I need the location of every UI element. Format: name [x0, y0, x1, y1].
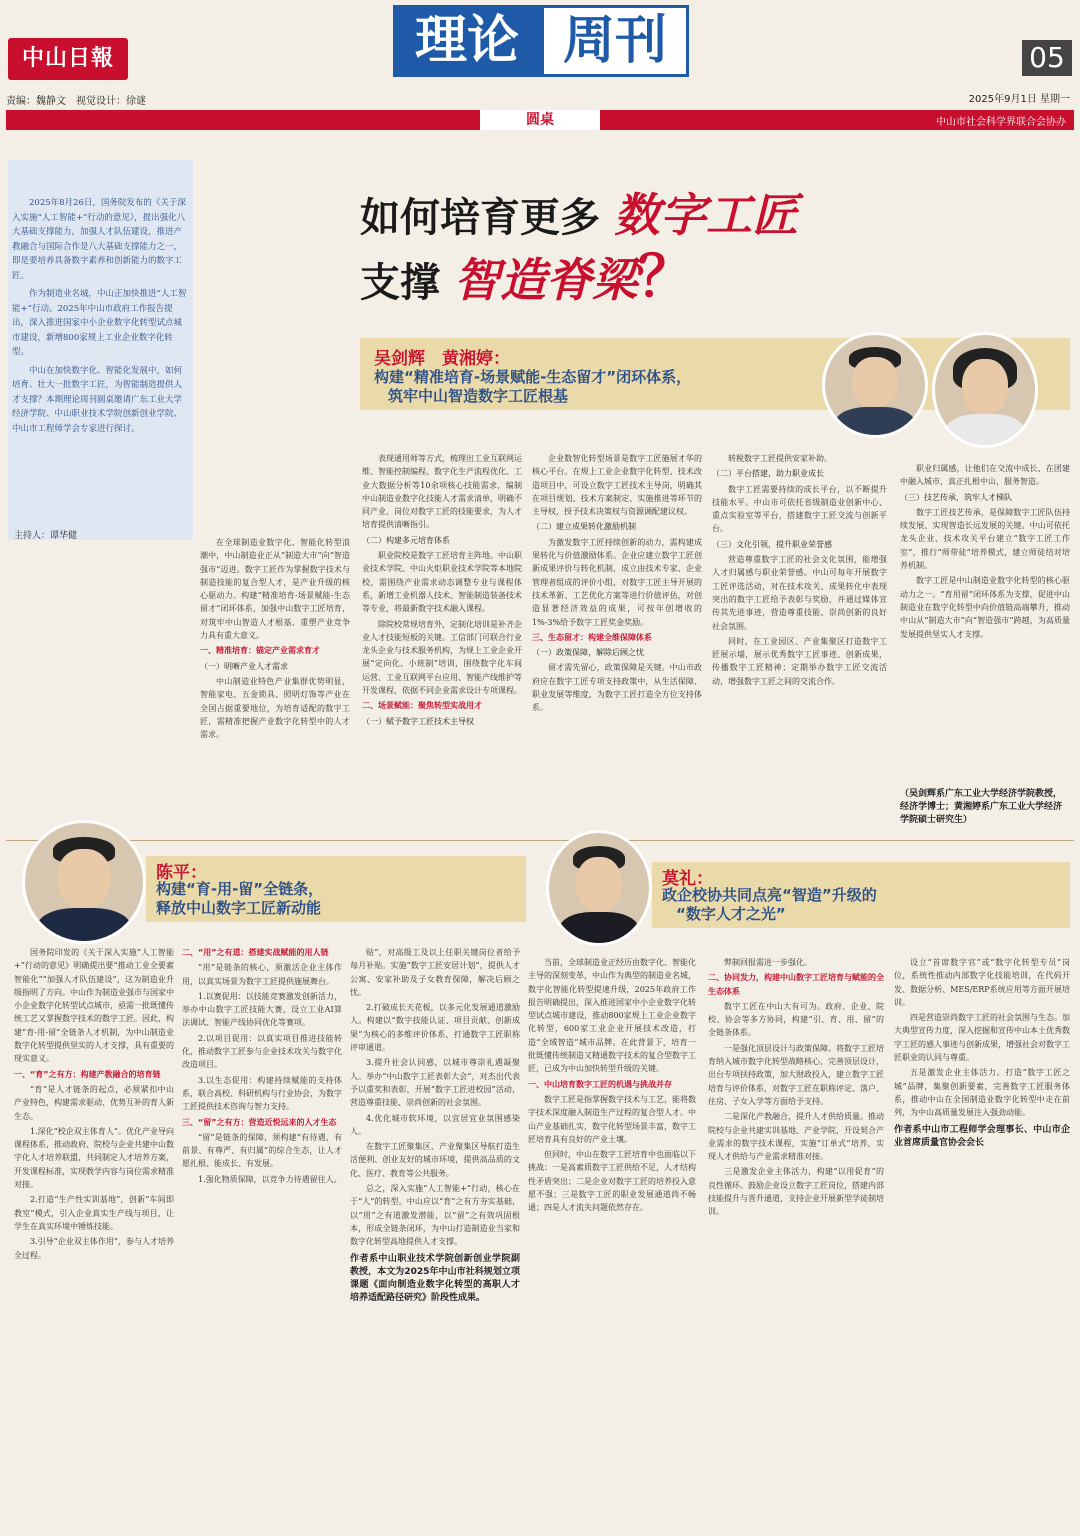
article1-byline: （吴剑辉系广东工业大学经济学院教授，经济学博士；黄湘婷系广东工业大学经济学院硕士研究生） — [900, 789, 1063, 825]
paragraph: “留”是链条的保障，须构建“有待遇、有前景、有尊严、有归属”的综合生态，让人才愿扎根、能成长、有发展。 — [182, 1132, 342, 1169]
portrait-huang — [932, 332, 1038, 448]
article1-column-2 — [362, 452, 522, 730]
paragraph: 2.以项目促用：以真实项目推进技能转化，推动数字工匠参与企业技术攻关与数字化改造项目。 — [182, 1033, 342, 1070]
section-heading: 一、中山培育数字工匠的机遇与挑战并存 — [528, 1079, 672, 1089]
subheading: （二）建立成果转化激励机制 — [532, 522, 636, 532]
paragraph: 职业院校是数字工匠培育主阵地。中山职业技术学院、中山火炬职业技术学院等本地院校，需围绕产业需求动态调整专业与课程体系，新增工业机器人技术、智能制造装备技术等专业，将最新数字技术融入课程。 — [362, 551, 522, 614]
paragraph: 贴”，对高级工及以上任职关键岗位者给予每月补贴。实施“数字工匠安居计划”，提供人才公寓、安家补助及子女教育保障，解决后顾之忧。 — [350, 948, 520, 997]
intro-paragraph: 中山在加快数字化、智能化发展中，如何培育、壮大一批数字工匠，为智能制造提供人才支撑？本期理论周刊圆桌邀请广东工业大学经济学院、中山职业技术学院创新创业学院、中山市工程师学会专家进行探讨。 — [12, 365, 183, 434]
speaker2-subtitle: 释放中山数字工匠新动能 — [156, 899, 322, 917]
paragraph: 2.打造“生产性实训基地”，创新“车间即教室”模式，引入企业真实生产线与项目，让学生在真实环境中锤炼技能。 — [14, 1195, 174, 1231]
section-title-weekly: 周刊 — [541, 5, 689, 77]
section-heading: 一、“育”之有方：构建产教融合的培育链 — [14, 1069, 161, 1079]
host-credit: 主持人：谭华健 — [14, 531, 78, 541]
article1-column-4 — [712, 452, 887, 690]
speaker3-subtitle: 政企校协共同点亮“智造”升级的 — [662, 886, 877, 904]
subheading: （一）政策保障，解除后顾之忧 — [532, 648, 644, 658]
paragraph: 职业归属感，让他们在交流中成长、在团建中融入城市，真正扎根中山，服务智造。 — [900, 464, 1070, 487]
headline-highlight: 智造脊梁 — [453, 253, 638, 307]
paragraph: 二是深化产教融合，提升人才供给质量。推动院校与企业共建实训基地、产业学院，开设契合产业需求的数字技术课程，实施“订单式”培养，实现人才供给与产业需求精准对接。 — [708, 1112, 884, 1162]
speaker3-subtitle: “数字人才之光” — [676, 905, 786, 923]
paragraph: 总之，深入实施“人工智能+”行动，核心在于“人”的转型。中山应以“育”之有方夯实基础，以“用”之有道激发潜能，以“留”之有效巩固根本，形成全链条闭环，为中山打造制造业当家和数字化转型高地提供人才支撑。 — [350, 1184, 520, 1247]
paragraph: 一是强化顶层设计与政策保障。将数字工匠培育纳入城市数字化转型战略核心，完善顶层设计，出台专项扶持政策，加大财政投入，建立数字工匠培育与评价体系，对数字工匠在职称评定、落户、住房、子女入学等方面给予支持。 — [708, 1043, 884, 1106]
article2-byline: 作者系中山职业技术学院创新创业学院副教授，本文为2025年中山市社科规划立项课题《面向制造业数字化转型的高职人才培养适配路径研究》阶段性成果。 — [350, 1253, 520, 1303]
paragraph: 4.优化城市软环境，以宜居宜业氛围感染人。 — [350, 1113, 520, 1136]
column-name: 圆桌 — [480, 110, 600, 130]
paragraph: 营造尊重数字工匠的社会文化氛围，能增强人才归属感与职业荣誉感。中山可每年开展数字工匠评选活动，对在技术攻关、成果转化中表现突出的数字工匠给予表彰与奖励，并通过媒体宣传其先进事迹，营造尊重技能、崇尚创新的良好社会氛围。 — [712, 555, 887, 631]
portrait-mo — [546, 830, 652, 946]
paragraph: 国务院印发的《关于深入实施“人工智能+”行动的意见》明确提出要“推动工业全要素智能化”“加强人才队伍建设”，这为制造业升级指明了方向。中山作为制造业强市与国家中小企业数字化转型试点城市，亟需一批既懂传统工艺又掌握数字技术的数字工匠。因此，构建“育-用-留”全链条人才机制，为中山制造业数字化转型提供坚实的人才支撑，具有重要的现实意义。 — [14, 948, 174, 1064]
paragraph: 1.以赛促用：以技能竞赛激发创新活力，举办中山数字工匠技能大赛，设立工业AI算法调试、智能产线协同优化等赛项。 — [182, 991, 342, 1028]
article1-column-5 — [900, 462, 1070, 643]
paragraph: 四是营造崇尚数字工匠的社会氛围与生态。加大典型宣传力度，深入挖掘和宣传中山本土优秀数字工匠的感人事迹与创新成果，增强社会对数字工匠职业的认同与尊重。 — [894, 1013, 1070, 1063]
subheading: （二）平台搭建，助力职业成长 — [712, 469, 824, 479]
paragraph: 3.以生态促用：构建持续赋能的支持体系，联合高校、科研机构与行业协会，为数字工匠提供技术咨询与智力支持。 — [182, 1075, 342, 1112]
paragraph: 数字工匠在中山大有可为。政府、企业、院校、协会等多方协同，构建“引、育、用、留”的全链条体系。 — [708, 1001, 884, 1038]
paragraph: 2.打破成长天花板，以多元化发展通道激励人。构建以“数字技能认证、项目贡献、创新成果”为核心的多维评价体系，打通数字工匠职称评审通道。 — [350, 1003, 520, 1053]
speaker2-subtitle: 构建“育-用-留”全链条， — [156, 880, 324, 898]
article3-column-3 — [894, 956, 1070, 1150]
section-heading: 二、场景赋能：聚焦转型实战用才 — [362, 701, 482, 711]
question-mark: ？ — [637, 245, 694, 310]
section-heading: 二、协同发力，构建中山数字工匠培育与赋能的全生态体系 — [708, 973, 884, 996]
headline-highlight: 数字工匠 — [613, 188, 798, 242]
headline-text: 支撑 — [360, 260, 440, 306]
paragraph: 1.深化“校企双主体育人”。优化产业导向课程体系，推动政府、院校与企业共建中山数字化人才培养联盟，共同制定人才培养方案，开发课程标准，实现教学内容与岗位需求精准对接。 — [14, 1126, 174, 1190]
newspaper-logo: 中山日報 — [8, 38, 128, 80]
paragraph: 在全球制造业数字化、智能化转型浪潮中，中山制造业正从“制造大市”向“智造强市”迈进。数字工匠作为掌握数字技术与制造技能的复合型人才，是产业升级的核心驱动力。构建“精准培育-场景赋能-生态留才”闭环体系，加强中山数字工匠培育，对筑牢中山智造人才根基、重塑产业竞争力具有重大意义。 — [200, 538, 350, 641]
subheading: （三）技艺传承，筑牢人才梯队 — [900, 492, 1012, 502]
section-divider — [6, 840, 1074, 841]
speaker2-band — [146, 856, 526, 922]
subheading: （二）构建多元培育体系 — [362, 535, 450, 545]
section-heading: 三、生态留才：构建全维保障体系 — [532, 632, 652, 642]
issue-date: 2025年9月1日 星期一 — [968, 94, 1070, 105]
paragraph: “用”是链条的核心，须激活企业主体作用，以真实场景为数字工匠提供施展舞台。 — [182, 963, 342, 986]
paragraph: 3.引导“企业双主体作用”，参与人才培养全过程。 — [14, 1237, 174, 1260]
subheading: （一）赋予数字工匠技术主导权 — [362, 716, 474, 726]
paragraph: “育”是人才链条的起点，必须紧扣中山产业特色，构建需求驱动、优势互补的育人新生态。 — [14, 1084, 174, 1121]
paragraph: 弊制回报需进一步强化。 — [724, 958, 812, 967]
section-heading: 三、“留”之有方：营造近悦远来的人才生态 — [182, 1117, 337, 1127]
headline-text: 如何培育更多 — [360, 195, 600, 241]
portrait-wu — [822, 332, 928, 438]
paragraph: 在数字工匠聚集区、产业聚集区导航打造生活便利、创业友好的城市环境，提供高品质的文化、医疗、教育等公共服务。 — [350, 1142, 520, 1178]
paragraph: 为激发数字工匠持续创新的动力，需构建成果转化与价值激励体系。企业应建立数字工匠创新成果评价与转化机制，成立由技术专家、企业管理者组成的评价小组，对数字工匠主导开展的技术革新、工艺优化方案等进行价值评估，对创造显著经济效益的成果，可按年创增收的1%-3%给予数字工匠奖金奖励。 — [532, 537, 702, 627]
paragraph: 数字工匠是指掌握数字技术与工艺，能将数字技术深度融入制造生产过程的复合型人才。中山产业基础扎实，数字化转型场景丰富，数字工匠培育具有良好的产业土壤。 — [528, 1094, 696, 1144]
paragraph: 转税数字工匠提供安家补助。 — [728, 454, 832, 463]
paragraph: 数字工匠需要持续的成长平台，以不断提升技能水平。中山市可依托省级制造业创新中心、重点实验室等平台，搭建数字工匠交流与创新平台。 — [712, 484, 887, 534]
paragraph: 留才需先留心，政策保障是关键。中山市政府应在数字工匠专项支持政策中，从生活保障、职业发展等维度，为数字工匠打造全方位支持体系。 — [532, 663, 702, 713]
speaker1-subtitle: 筑牢中山智造数字工匠根基 — [388, 387, 569, 405]
intro-paragraph: 2025年8月26日，国务院发布的《关于深入实施“人工智能+”行动的意见》，提出强化八大基础支撑能力，加强人才队伍建设，推进产教融合与国际合作是八大基础支撑能力之一，即是要培养具备数字素养和创新能力的数字工匠。 — [12, 198, 186, 281]
subheading: （一）明晰产业人才需求 — [200, 661, 288, 671]
paragraph: 1.强化物质保障，以竞争力待遇留住人。 — [198, 1174, 342, 1184]
paragraph: 五是激发企业主体活力。打造“数字工匠之城”品牌，集聚创新要素，完善数字工匠服务体系，推动中山在全国制造业数字化转型中走在前列，为中山高质量发展注入强劲动能。 — [894, 1068, 1070, 1118]
paragraph: 3.提升社会认同感，以城市尊崇礼遇凝聚人。举办“中山数字工匠表彰大会”，对杰出代表予以重奖和表彰，开展“数字工匠进校园”活动，营造尊重技能、崇尚创新的社会氛围。 — [350, 1058, 520, 1108]
subheading: （三）文化引领，提升职业荣誉感 — [712, 539, 832, 549]
editors-credit: 责编：魏静文 视觉设计：徐谜 — [6, 96, 146, 107]
intro-text — [12, 196, 188, 440]
speaker2-name: 陈平： — [156, 863, 207, 883]
paragraph: 当前，全球制造业正经历由数字化、智能化主导的深刻变革，中山作为典型的制造业名城，数字化智能化转型提速升级，2025年政府工作报告明确提出，深入推进国家中小企业数字化转型试点城市建设，推动800家规上工业企业数字化转型，600家工业企业开展技术改造，打造“全域智造”城市品牌。在此背景下，培育一批既懂传统制造又精通数字技术的复合型数字工匠，已成为中山加快转型升级的关键。 — [528, 958, 696, 1074]
article3-column-2 — [708, 956, 884, 1221]
paragraph: 但同时，中山在数字工匠培育中也面临以下挑战：一是高素质数字工匠供给不足，人才结构性矛盾突出；二是企业对数字工匠的培养投入意愿不强；三是数字工匠的职业发展通道尚不畅通；四是人才流失问题依然存在。 — [528, 1150, 696, 1213]
article1-column-3 — [532, 452, 702, 717]
page-number: 05 — [1022, 40, 1072, 76]
paragraph: 企业数智化转型场景是数字工匠施展才华的核心平台。在规上工业企业数字化转型、技术改造项目中，可设立数字工匠技术主导岗，明确其在项目规划、技术方案制定、实施推进等环节的主导权，授予技术决策权与资源调配建议权。 — [532, 454, 702, 517]
article2-column-2 — [182, 946, 342, 1188]
page-headline — [360, 185, 920, 313]
speaker3-band — [652, 862, 1070, 928]
article3-byline: 作者系中山市工程师学会理事长、中山市企业首席质量官协会会长 — [894, 1124, 1070, 1148]
paragraph: 除院校常规培育外，定制化培训是补齐企业人才技能短板的关键。工信部门可联合行业龙头企业与技术服务机构，为规上工业企业开展“定向化、小班制”培训，围绕数字化车间运营、工业互联网平台应用、智能产线维护等开发课程，依据不同企业需求设计专项课程。 — [362, 619, 522, 696]
speaker1-subtitle: 构建“精准培育-场景赋能-生态留才”闭环体系， — [374, 368, 692, 386]
section-heading: 一、精准培育：锚定产业需求育才 — [200, 646, 320, 656]
portrait-chen — [22, 820, 146, 944]
article1-column-1 — [200, 536, 350, 743]
section-heading: 二、“用”之有道：搭建实战赋能的用人链 — [182, 948, 329, 957]
intro-paragraph: 作为制造业名城，中山正加快推进“人工智能+”行动。2025年中山市政府工作报告提出，深入推进国家中小企业数字化转型试点城市建设，新增800家规上工业企业数字化转型。 — [12, 289, 187, 357]
paragraph: 三是激发企业主体活力，构建“以用促育”的良性循环。鼓励企业设立数字工匠岗位，搭建内部技能提升与晋升通道，支持企业开展新型学徒制培训。 — [708, 1167, 884, 1217]
paragraph: 设立“首席数字官”或“数字化转型专员”岗位，系统性推动内部数字化技能培训，在代码开发、数据分析、MES/ERP系统应用等方面开展培训。 — [894, 958, 1070, 1007]
speaker1-name: 吴剑辉 黄湘婷： — [374, 349, 510, 369]
co-organizer: 中山市社会科学界联合会协办 — [936, 117, 1066, 128]
article3-column-1 — [528, 956, 696, 1217]
paragraph: 同时，在工业园区、产业集聚区打造数字工匠展示墙，展示优秀数字工匠事迹、创新成果，传播数字工匠精神；定期举办数字工匠交流活动，增强数字工匠之间的交流合作。 — [712, 636, 887, 686]
article2-column-1 — [14, 946, 174, 1264]
section-title-theory: 理论 — [393, 5, 541, 77]
paragraph: 表现通用师等方式，梳理出工业互联网运维、智能控制编程、数字化生产流程优化、工业大数据分析等10余项核心技能需求，编制中山制造业数字化技能人才需求清单，明确不同产业、岗位对数字工匠的技能要求，为人才培育提供清晰指引。 — [362, 454, 522, 530]
paragraph: 数字工匠技艺传承，是保障数字工匠队伍持续发展、实现智造长远发展的关键。中山可依托龙头企业、技术攻关平台建立“数字工匠工作室”，推行“师带徒”培养模式，建立师徒结对培养机制。 — [900, 507, 1070, 571]
article2-column-3 — [350, 946, 520, 1305]
paragraph: 数字工匠是中山制造业数字化转型的核心驱动力之一。“育用留”闭环体系为支撑，促进中山制造业在数字化转型中向价值链高端攀升，推动中山从“制造大市”向“智造强市”跨越，为高质量发展提供坚实人才支撑。 — [900, 576, 1070, 639]
speaker3-name: 莫礼： — [662, 869, 713, 889]
paragraph: 中山制造业特色产业集群优势明显，智能家电、五金锁具、照明灯饰等产业在全国占据重要地位，为培育适配的数字工匠，需精准把握产业数字化转型中的人才需求。 — [200, 676, 350, 740]
